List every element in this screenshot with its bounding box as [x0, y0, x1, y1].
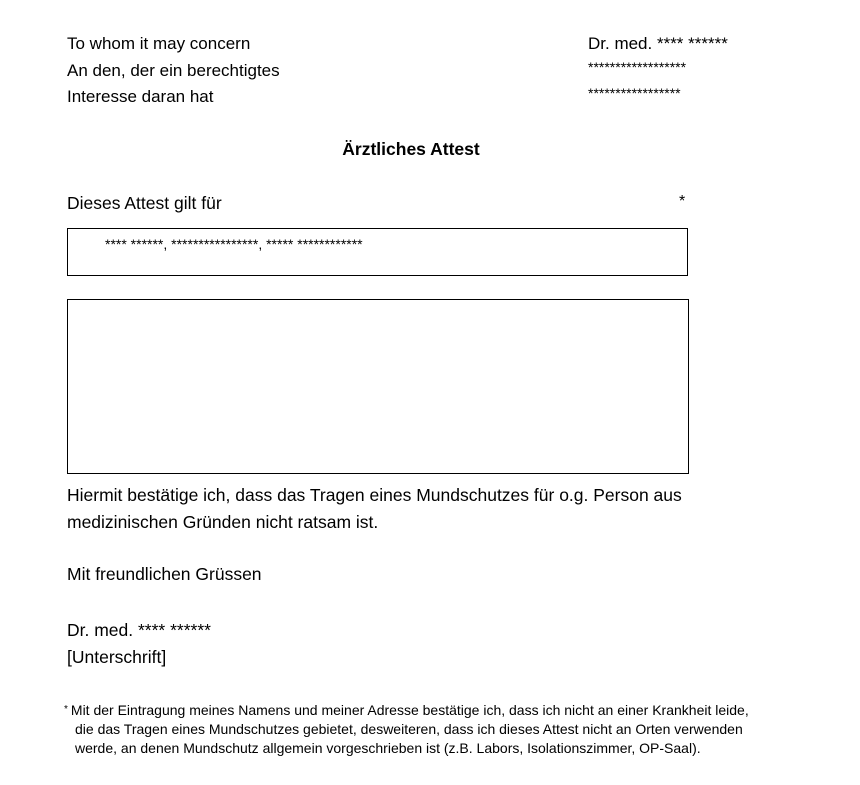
- patient-field[interactable]: [67, 228, 688, 276]
- doctor-address-line-1: ******************: [588, 59, 687, 75]
- signature-name: Dr. med. **** ******: [67, 620, 211, 640]
- doctor-address-line-2: *****************: [588, 85, 681, 101]
- doctor-name: Dr. med. **** ******: [588, 34, 728, 53]
- notes-field[interactable]: [67, 299, 689, 474]
- document-title: Ärztliches Attest: [342, 139, 480, 159]
- footnote: [64, 700, 844, 758]
- greeting: Mit freundlichen Grüssen: [67, 564, 262, 584]
- patient-text: **** ******, ****************, ***** ************: [105, 236, 363, 252]
- applies-asterisk: *: [679, 193, 686, 210]
- recipient-line-1: To whom it may concern: [67, 34, 251, 53]
- patient-field-3: ***** ************: [266, 236, 363, 252]
- signature-placeholder: [Unterschrift]: [67, 647, 167, 667]
- footnote-line-1: Mit der Eintragung meines Namens und meiner Adresse bestätige ich, dass ich nicht an einer Krankheit leide,: [70, 702, 749, 718]
- patient-field-2: ****************: [171, 236, 259, 252]
- recipient-line-2: An den, der ein berechtigtes: [67, 60, 280, 80]
- confirmation-text: [67, 482, 807, 536]
- doctor-address-block: [588, 31, 728, 109]
- patient-name: **** ******: [105, 236, 164, 252]
- applies-to-label: Dieses Attest gilt für: [67, 193, 222, 213]
- recipient-block: [67, 31, 280, 111]
- confirmation-line-2: medizinischen Gründen nicht ratsam ist.: [67, 512, 379, 532]
- confirmation-line-1: Hiermit bestätige ich, dass das Tragen eines Mundschutzes für o.g. Person aus: [67, 485, 682, 505]
- recipient-line-3: Interesse daran hat: [67, 87, 214, 106]
- footnote-line-3: werde, an denen Mundschutz allgemein vorgeschrieben ist (z.B. Labors, Isolationszimmer, OP-Saal).: [75, 740, 701, 756]
- signature-block: [67, 617, 211, 671]
- footnote-line-2: die das Tragen eines Mundschutzes gebietet, desweiteren, dass ich dieses Attest nicht an Orten verwenden: [75, 721, 743, 737]
- footnote-mark: *: [64, 704, 68, 715]
